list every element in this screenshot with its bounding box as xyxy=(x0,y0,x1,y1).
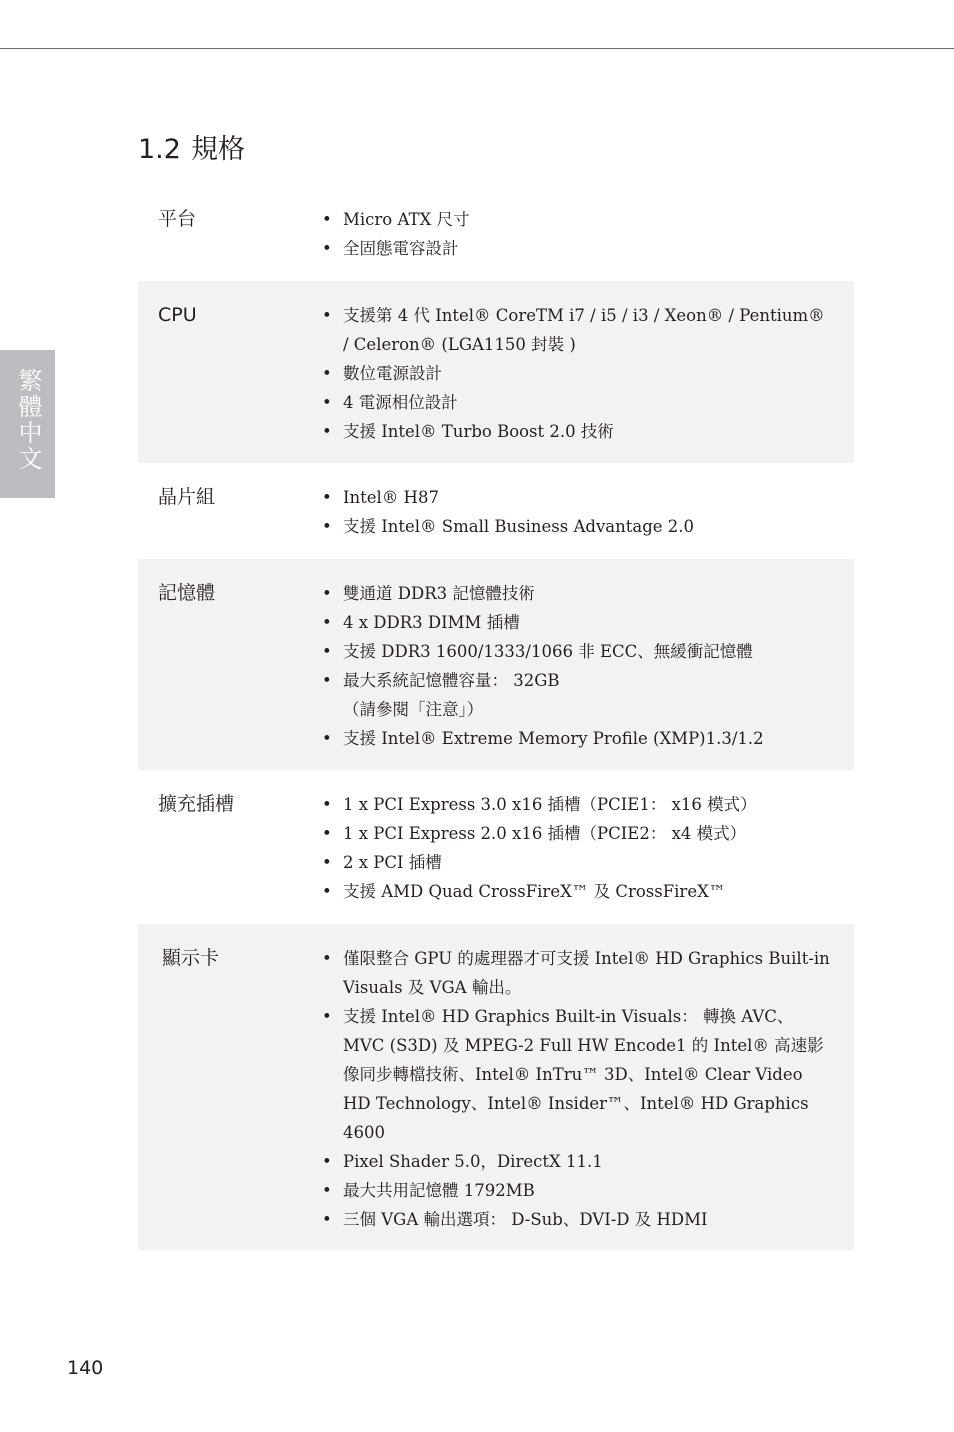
spec-item: • 三個 VGA 輸出選項： D-Sub、DVI-D 及 HDMI xyxy=(343,1205,832,1234)
spec-item: • Pixel Shader 5.0，DirectX 11.1 xyxy=(343,1147,832,1176)
spec-item: • 支援 Intel® HD Graphics Built-in Visuals： 轉換 AVC、MVC (S3D) 及 MPEG-2 Full HW Encode1 的 Intel® 高速影像同步轉檔技術、Intel® InTru™ 3D、Intel® Clear Video HD Technology、Intel® Insider™、Intel® HD Graphics 4600 xyxy=(343,1002,832,1147)
spec-item: • 4 電源相位設計 xyxy=(343,388,832,417)
spec-item: • 全固態電容設計 xyxy=(343,234,832,263)
bullet-icon: • xyxy=(322,517,332,536)
bullet-icon: • xyxy=(322,795,332,814)
spec-item: • 支援第 4 代 Intel® CoreTM i7 / i5 / i3 / Xeon® / Pentium® / Celeron® (LGA1150 封裝 ) xyxy=(343,301,832,359)
spec-list-graphics xyxy=(322,944,832,1234)
bullet-icon: • xyxy=(322,671,332,690)
spec-item: • 1 x PCI Express 3.0 x16 插槽（PCIE1： x16 模式） xyxy=(343,790,832,819)
spec-label-graphics: 顯示卡 xyxy=(162,947,220,969)
spec-label-chipset: 晶片組 xyxy=(158,486,216,508)
spec-item: • 支援 Intel® Small Business Advantage 2.0 xyxy=(343,512,832,541)
spec-list-platform xyxy=(322,205,832,263)
spec-label-memory: 記憶體 xyxy=(158,582,216,604)
bullet-icon: • xyxy=(322,1181,332,1200)
spec-item: • 支援 Intel® Extreme Memory Profile (XMP)1.3/1.2 xyxy=(343,724,832,753)
bullet-icon: • xyxy=(322,364,332,383)
bullet-icon: • xyxy=(322,239,332,258)
bullet-icon: • xyxy=(322,853,332,872)
top-rule xyxy=(0,48,954,49)
spec-item: • 僅限整合 GPU 的處理器才可支援 Intel® HD Graphics Built-in Visuals 及 VGA 輸出。 xyxy=(343,944,832,1002)
page-number: 140 xyxy=(67,1357,104,1379)
bullet-icon: • xyxy=(322,882,332,901)
spec-item: • 最大共用記憶體 1792MB xyxy=(343,1176,832,1205)
bullet-icon: • xyxy=(322,210,332,229)
spec-list-cpu xyxy=(322,301,832,446)
spec-list-expansion-slots xyxy=(322,790,832,906)
spec-item: • 雙通道 DDR3 記憶體技術 xyxy=(343,579,832,608)
section-heading xyxy=(138,130,245,170)
spec-item: • 最大系統記憶體容量： 32GB （請參閱「注意」） xyxy=(343,666,832,724)
spec-row-graphics xyxy=(138,924,854,1250)
bullet-icon: • xyxy=(322,1210,332,1229)
spec-row-memory xyxy=(138,559,854,770)
spec-item: • 數位電源設計 xyxy=(343,359,832,388)
bullet-icon: • xyxy=(322,1007,332,1026)
bullet-icon: • xyxy=(322,824,332,843)
bullet-icon: • xyxy=(322,949,332,968)
bullet-icon: • xyxy=(322,1152,332,1171)
spec-label-expansion-slots: 擴充插槽 xyxy=(158,793,235,815)
spec-item: • 1 x PCI Express 2.0 x16 插槽（PCIE2： x4 模式） xyxy=(343,819,832,848)
section-title: 規格 xyxy=(190,134,245,165)
language-side-tab-label: 繁體中文 xyxy=(14,368,42,472)
spec-item: • Intel® H87 xyxy=(343,483,832,512)
bullet-icon: • xyxy=(322,393,332,412)
bullet-icon: • xyxy=(322,729,332,748)
spec-item: • 支援 Intel® Turbo Boost 2.0 技術 xyxy=(343,417,832,446)
bullet-icon: • xyxy=(322,613,332,632)
bullet-icon: • xyxy=(322,306,332,325)
spec-row-cpu xyxy=(138,281,854,463)
spec-label-platform: 平台 xyxy=(158,208,197,230)
section-number: 1.2 xyxy=(138,134,181,165)
bullet-icon: • xyxy=(322,488,332,507)
bullet-icon: • xyxy=(322,584,332,603)
spec-table xyxy=(138,188,854,1250)
spec-item: • 支援 AMD Quad CrossFireX™ 及 CrossFireX™ xyxy=(343,877,832,906)
bullet-icon: • xyxy=(322,422,332,441)
spec-item: • Micro ATX 尺寸 xyxy=(343,205,832,234)
spec-item: • 2 x PCI 插槽 xyxy=(343,848,832,877)
spec-row-expansion-slots xyxy=(138,770,854,924)
spec-list-chipset xyxy=(322,483,832,541)
spec-item: • 4 x DDR3 DIMM 插槽 xyxy=(343,608,832,637)
bullet-icon: • xyxy=(322,642,332,661)
spec-item: • 支援 DDR3 1600/1333/1066 非 ECC、無緩衝記憶體 xyxy=(343,637,832,666)
spec-row-platform xyxy=(138,188,854,281)
language-side-tab xyxy=(0,350,55,498)
spec-list-memory xyxy=(322,579,832,753)
spec-label-cpu: CPU xyxy=(158,304,197,326)
spec-row-chipset xyxy=(138,463,854,559)
